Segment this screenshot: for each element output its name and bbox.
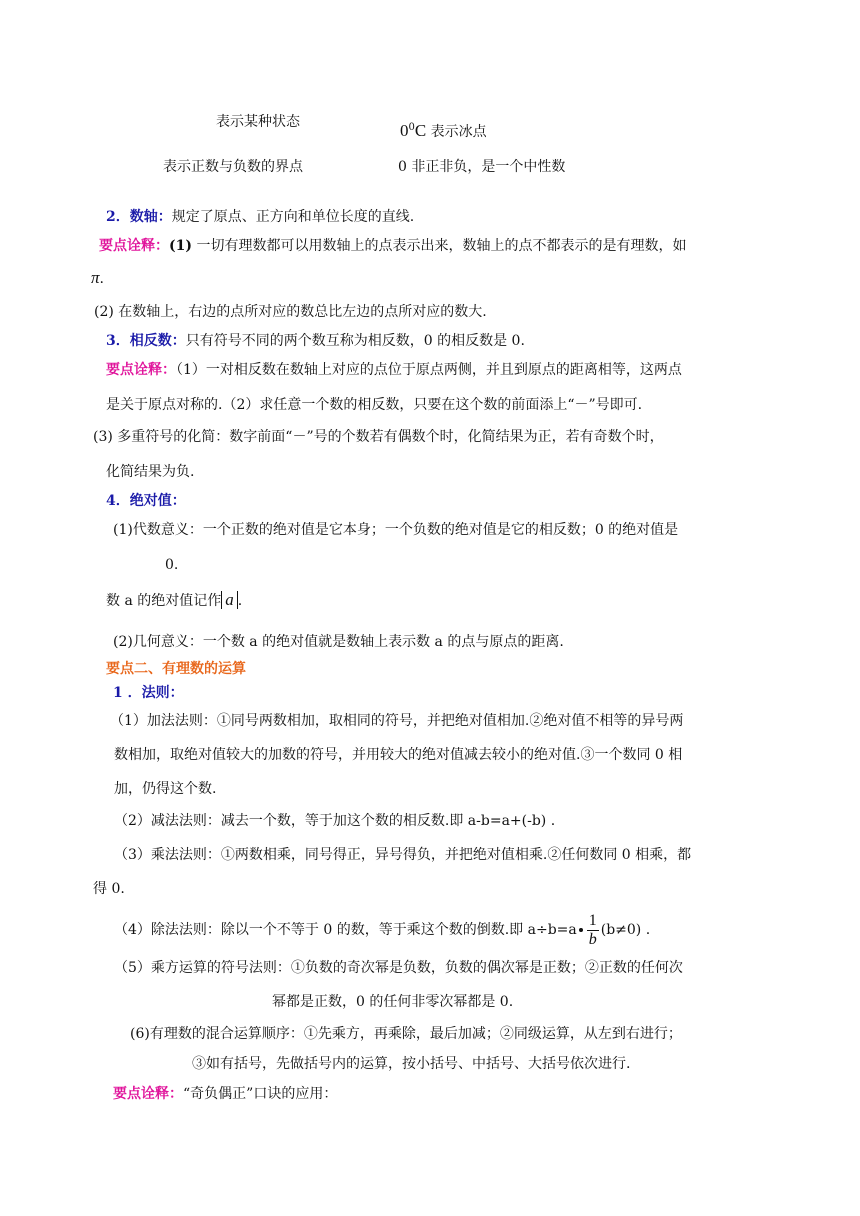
abs-heading: 4．绝对值： xyxy=(106,493,186,509)
note2-line2: 是关于原点对称的.（2）求任意一个数的相反数，只要在这个数的前面添上“－”号即可. xyxy=(106,397,643,413)
note1-line2: π. xyxy=(91,268,104,287)
note2-item3-line2: 化简结果为负. xyxy=(106,464,195,480)
abs-a-symbol: a xyxy=(221,591,238,609)
rule-power-line2: 幂都是正数，0 的任何非零次幂都是 0. xyxy=(272,994,514,1010)
rule-power-line1: （5）乘方运算的符号法则：①负数的奇次幂是负数，负数的偶次幂是正数；②正数的任何次 xyxy=(114,960,683,976)
opposite-heading: 3．相反数：只有符号不同的两个数互称为相反数，0 的相反数是 0. xyxy=(106,333,525,349)
note1-line1: 要点诠释：(1) 一切有理数都可以用数轴上的点表示出来，数轴上的点不都表示的是有理数，如 xyxy=(99,238,687,254)
note2-item3-line1: (3) 多重符号的化简：数字前面“－”号的个数若有偶数个时，化简结果为正，若有奇数个时， xyxy=(93,429,664,445)
rule-subtraction: （2）减法法则：减去一个数，等于加这个数的相反数.即 a-b=a+(-b) . xyxy=(114,813,556,829)
multiply-dot xyxy=(579,928,583,932)
rule-addition-line1: （1）加法法则：①同号两数相加，取相同的符号，并把绝对值相加.②绝对值不相等的异号两 xyxy=(110,713,684,729)
rule-addition-line3: 加，仍得这个数. xyxy=(114,781,217,797)
table-row1-right: $0^0C$ 表示冰点 xyxy=(400,121,487,140)
rule-mixed-line2: ③如有括号，先做括号内的运算，按小括号、中括号、大括号依次进行. xyxy=(192,1056,631,1072)
abs-geometric: (2)几何意义：一个数 a 的绝对值就是数轴上表示数 a 的点与原点的距离. xyxy=(113,634,564,650)
fraction-one-over-b: $\frac{1}{b}$ xyxy=(588,911,597,948)
note2-line1: 要点诠释：（1）一对相反数在数轴上对应的点位于原点两侧，并且到原点的距离相等，这两点 xyxy=(106,362,682,378)
rule-division: （4）除法法则：除以一个不等于 0 的数，等于乘这个数的倒数.即 a÷b=a $\frac{1}{b}$ (b≠0) . xyxy=(114,911,651,948)
abs-notation: 数 a 的绝对值记作 a . xyxy=(106,590,243,609)
table-row1-left: 表示某种状态 xyxy=(216,114,300,130)
rule-mixed-line1: (6)有理数的混合运算顺序：①先乘方，再乘除，最后加减；②同级运算，从左到右进行； xyxy=(130,1026,682,1042)
rules-heading: 1 ．法则： xyxy=(113,685,184,701)
note1-item2: (2) 在数轴上，右边的点所对应的数总比左边的点所对应的数大. xyxy=(94,304,487,320)
table-row2-right: 0 非正非负，是一个中性数 xyxy=(398,159,566,175)
section2-heading: 要点二、有理数的运算 xyxy=(106,661,246,677)
table-row2-left: 表示正数与负数的界点 xyxy=(163,159,303,175)
rule-multiplication-line2: 得 0. xyxy=(93,881,125,897)
note3-line: 要点诠释：“奇负偶正”口诀的应用： xyxy=(113,1086,338,1102)
numberline-heading: 2．数轴：规定了原点、正方向和单位长度的直线. xyxy=(106,209,415,225)
rule-addition-line2: 数相加，取绝对值较大的加数的符号，并用较大的绝对值减去较小的绝对值.③一个数同 0 相 xyxy=(114,747,683,763)
rule-multiplication-line1: （3）乘法法则：①两数相乘，同号得正，异号得负，并把绝对值相乘.②任何数同 0 相乘，都 xyxy=(114,847,692,863)
abs-algebraic-line1: (1)代数意义：一个正数的绝对值是它本身；一个负数的绝对值是它的相反数；0 的绝对值是 xyxy=(113,522,679,538)
abs-algebraic-line2: 0. xyxy=(165,557,179,573)
